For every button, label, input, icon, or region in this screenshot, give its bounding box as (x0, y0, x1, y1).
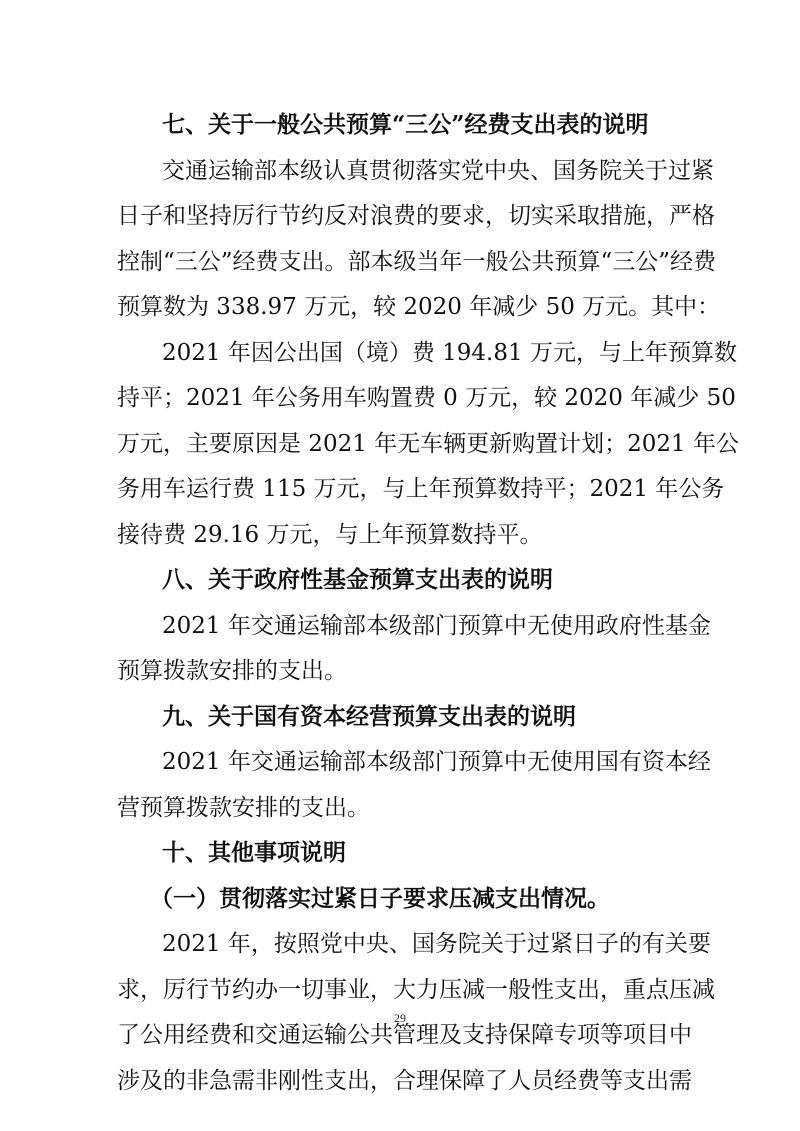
section-10-subheading: （一）贯彻落实过紧日子要求压减支出情况。 (150, 885, 610, 912)
paragraph-line: 2021 年交通运输部本级部门预算中无使用政府性基金 (162, 613, 711, 639)
section-7-heading: 七、关于一般公共预算“三公”经费支出表的说明 (162, 111, 649, 138)
page-number: 29 (394, 1011, 406, 1025)
paragraph-line: 接待费 29.16 万元，与上年预算数持平。 (117, 522, 543, 548)
paragraph-line: 2021 年因公出国（境）费 194.81 万元，与上年预算数 (162, 340, 737, 366)
paragraph-line: 营预算拨款安排的支出。 (117, 795, 370, 821)
section-10-heading: 十、其他事项说明 (162, 839, 346, 866)
paragraph-line: 交通运输部本级认真贯彻落实党中央、国务院关于过紧 (162, 158, 714, 184)
paragraph-line: 了公用经费和交通运输公共管理及支持保障专项等项目中 (117, 1022, 692, 1048)
paragraph-line: 预算数为 338.97 万元，较 2020 年减少 50 万元。其中： (117, 294, 721, 320)
paragraph-line: 控制“三公”经费支出。部本级当年一般公共预算“三公”经费 (117, 249, 717, 275)
paragraph-line: 求，厉行节约办一切事业，大力压减一般性支出，重点压减 (117, 977, 715, 1003)
paragraph-line: 涉及的非急需非刚性支出，合理保障了人员经费等支出需 (117, 1068, 692, 1094)
paragraph-line: 2021 年交通运输部本级部门预算中无使用国有资本经 (162, 749, 711, 775)
paragraph-line: 预算拨款安排的支出。 (117, 658, 347, 684)
paragraph-line: 万元，主要原因是 2021 年无车辆更新购置计划；2021 年公 (117, 431, 739, 457)
paragraph-line: 2021 年，按照党中央、国务院关于过紧日子的有关要 (162, 931, 711, 957)
section-8-heading: 八、关于政府性基金预算支出表的说明 (162, 566, 553, 593)
section-9-heading: 九、关于国有资本经营预算支出表的说明 (162, 703, 576, 730)
paragraph-line: 务用车运行费 115 万元，与上年预算数持平；2021 年公务 (117, 476, 725, 502)
paragraph-line: 日子和坚持厉行节约反对浪费的要求，切实采取措施，严格 (117, 203, 715, 229)
paragraph-line: 持平；2021 年公务用车购置费 0 万元，较 2020 年减少 50 (117, 385, 736, 411)
